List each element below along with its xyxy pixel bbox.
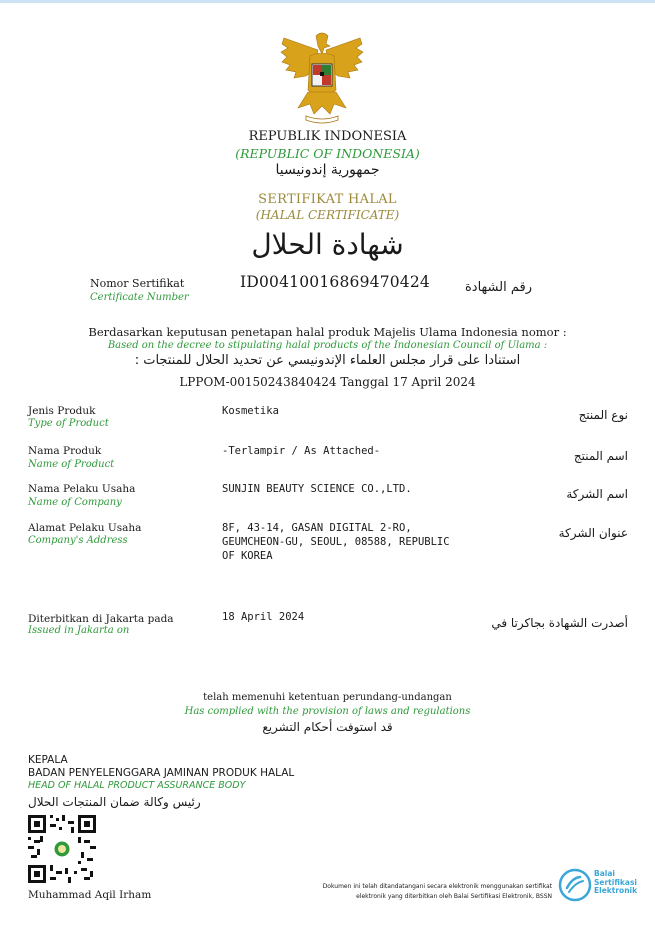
issued-label: Diterbitkan di Jakarta pada bbox=[28, 613, 174, 625]
field-company-label-ar: اسم الشركة bbox=[566, 487, 628, 501]
compliance-text-ar: قد استوفت أحكام التشريع bbox=[262, 720, 393, 734]
issued-label-ar: أصدرت الشهادة بجاكرتا في bbox=[491, 616, 628, 630]
decree-text-en: Based on the decree to stipulating halal products of the Indonesian Council of Ulama : bbox=[107, 340, 548, 351]
field-address-label-ar: عنوان الشركة bbox=[558, 526, 628, 540]
republic-title-ar: جمهورية إندونيسيا bbox=[275, 162, 380, 178]
bsre-logo-icon bbox=[558, 868, 592, 902]
decree-text-ar: استنادا على قرار مجلس العلماء الإندونيسي عن تحديد الحلال للمنتجات : bbox=[134, 353, 521, 368]
republic-title-en: (REPUBLIC OF INDONESIA) bbox=[235, 146, 420, 161]
field-product-label: Nama Produk bbox=[28, 445, 102, 457]
field-type-label: Jenis Produk bbox=[28, 405, 96, 417]
decree-reference: LPPOM-00150243840424 Tanggal 17 April 2024 bbox=[179, 375, 476, 389]
signatory-title: KEPALA bbox=[28, 754, 68, 766]
top-border bbox=[0, 0, 655, 3]
field-address-label-en: Company's Address bbox=[28, 535, 128, 546]
bsre-text-line-3: Elektronik bbox=[594, 886, 638, 895]
decree-text: Berdasarkan keputusan penetapan halal produk Majelis Ulama Indonesia nomor : bbox=[88, 325, 567, 339]
certificate-number-label: Nomor Sertifikat bbox=[90, 277, 185, 290]
republic-title: REPUBLIK INDONESIA bbox=[248, 129, 407, 144]
field-product-label-en: Name of Product bbox=[28, 459, 115, 470]
signatory-agency: BADAN PENYELENGGARA JAMINAN PRODUK HALAL bbox=[28, 767, 295, 779]
field-company-label: Nama Pelaku Usaha bbox=[28, 483, 136, 495]
signatory-agency-ar: رئيس وكالة ضمان المنتجات الحلال bbox=[28, 795, 201, 809]
bsre-text-line-1: Balai bbox=[594, 869, 615, 878]
certificate-number-label-en: Certificate Number bbox=[90, 292, 189, 303]
field-address-line-3: OF KOREA bbox=[222, 550, 273, 562]
compliance-text-en: Has complied with the provision of laws and regulations bbox=[184, 706, 471, 717]
field-address-line-2: GEUMCHEON-GU, SEOUL, 08588, REPUBLIC bbox=[222, 536, 450, 548]
field-type-value: Kosmetika bbox=[222, 405, 279, 417]
bsre-logo-text bbox=[594, 870, 637, 896]
compliance-text: telah memenuhi ketentuan perundang-undangan bbox=[203, 692, 452, 703]
field-product-label-ar: اسم المنتج bbox=[573, 449, 628, 463]
bsre-text-line-2: Sertifikasi bbox=[594, 877, 637, 887]
issued-date: 18 April 2024 bbox=[222, 611, 305, 623]
garuda-emblem-icon bbox=[278, 30, 366, 126]
e-sign-note-line-2: elektronik yang diterbitkan oleh Balai Sertifikasi Elektronik, BSSN bbox=[356, 893, 552, 900]
certificate-title-en: (HALAL CERTIFICATE) bbox=[255, 208, 400, 222]
certificate-number: ID00410016869470424 bbox=[240, 273, 430, 291]
field-address-line-1: 8F, 43-14, GASAN DIGITAL 2-RO, bbox=[222, 522, 412, 534]
issued-label-en: Issued in Jakarta on bbox=[28, 625, 130, 636]
field-company-label-en: Name of Company bbox=[28, 497, 122, 508]
signatory-name: Muhammad Aqil Irham bbox=[28, 889, 152, 901]
field-type-label-ar: نوع المنتج bbox=[578, 408, 628, 422]
field-address-label: Alamat Pelaku Usaha bbox=[28, 522, 142, 534]
qr-code-icon[interactable] bbox=[28, 815, 96, 883]
field-company-value: SUNJIN BEAUTY SCIENCE CO.,LTD. bbox=[222, 483, 412, 495]
certificate-number-label-ar: رقم الشهادة bbox=[465, 280, 532, 295]
certificate-title: SERTIFIKAT HALAL bbox=[258, 192, 397, 207]
certificate-title-ar: شهادة الحلال bbox=[251, 228, 404, 261]
field-product-value: -Terlampir / As Attached- bbox=[222, 445, 381, 457]
signatory-agency-en: HEAD OF HALAL PRODUCT ASSURANCE BODY bbox=[28, 780, 246, 791]
e-sign-note-line-1: Dokumen ini telah ditandatangani secara elektronik menggunakan sertifikat bbox=[322, 883, 552, 890]
field-type-label-en: Type of Product bbox=[28, 418, 109, 429]
